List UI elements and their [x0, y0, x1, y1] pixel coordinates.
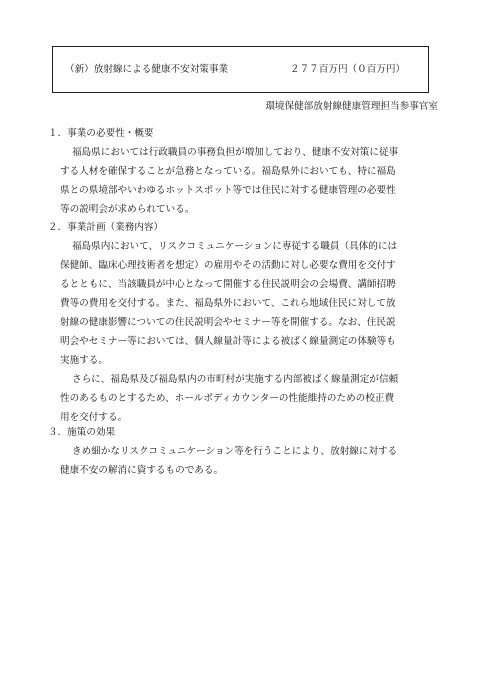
section-heading: １．事業の必要性・概要 [48, 128, 154, 139]
section-paragraph: さらに、福島県及び福島県内の市町村が実施する内部被ばく線量測定が信頼 性のあるものとするため、ホールボディカウンターの性能維持のための校正費 用を交付する。 [60, 374, 399, 423]
section-plan [48, 218, 448, 427]
section-necessity [48, 124, 448, 219]
section-effect [48, 423, 448, 480]
project-budget: ２７７百万円（０百万円） [290, 64, 406, 75]
project-title-box [52, 46, 429, 93]
section-paragraph: 福島県内において、リスクコミュニケーションに専従する職員（具体的には 保健師、臨床心理技術者を想定）の雇用やその活動に対し必要な費用を交付す るとともに、当該職員が中心となって開催する住民説明会の会場費、講師招聘 費等の費用を交付する。また、福島県外において、これら地域住民に対して放 射線の健康影響についての住民説明会やセミナー等を開催する。なお、住民説 明会やセミナー等においては、個人線量計等による被ばく線量測定の体験等も 実施する。 [60, 241, 398, 366]
section-paragraph: 福島県においては行政職員の事務負担が増加しており、健康不安対策に従事 する人材を確保することが急務となっている。福島県外においても、特に福島 県との県境部やいわゆるホットスポット等では住民に対する健康管理の必要性 等の説明会が求められている。 [60, 147, 399, 215]
department-name: 環境保健部放射線健康管理担当参事官室 [265, 101, 438, 112]
section-heading: ２．事業計画（業務内容） [48, 222, 164, 233]
section-heading: ３．施策の効果 [48, 427, 116, 438]
section-paragraph: きめ細かなリスクコミュニケーション等を行うことにより、放射線に対する 健康不安の解消に資するものである。 [60, 446, 398, 476]
project-title: （新）放射線による健康不安対策事業 [65, 64, 229, 75]
